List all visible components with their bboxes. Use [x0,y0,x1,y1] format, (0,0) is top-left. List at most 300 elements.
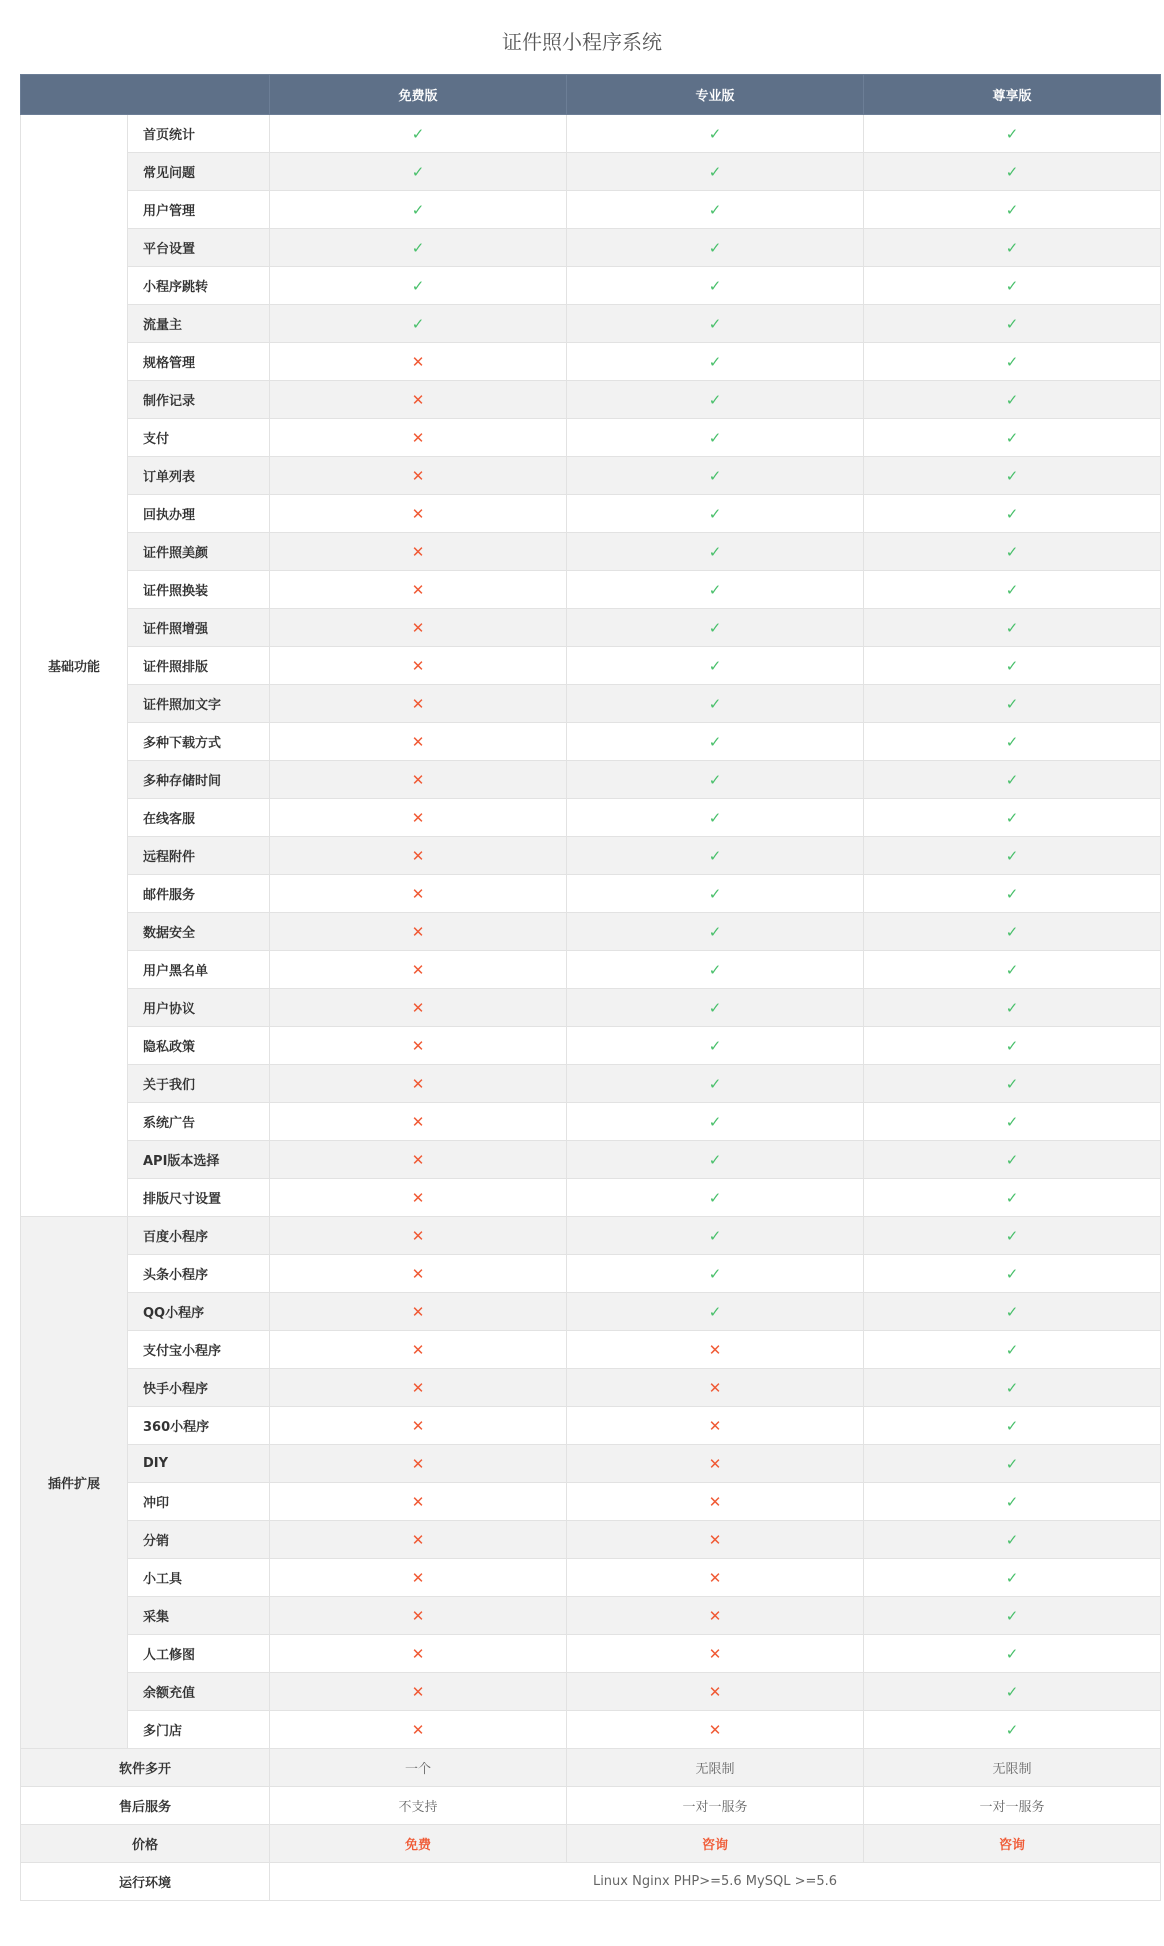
table-row [21,761,1161,799]
feature-name: 用户管理 [128,191,270,229]
check-icon: ✓ [411,162,425,181]
feature-cell [864,875,1161,913]
feature-cell [567,419,864,457]
feature-cell [270,1445,567,1483]
feature-cell [864,1293,1161,1331]
check-icon: ✓ [1005,694,1019,713]
feature-name: 支付 [128,419,270,457]
table-row [21,1027,1161,1065]
feature-cell [864,1445,1161,1483]
feature-cell [864,799,1161,837]
feature-cell [270,609,567,647]
table-row [21,1141,1161,1179]
feature-cell [864,1407,1161,1445]
feature-cell [270,1635,567,1673]
after-sales-free: 不支持 [270,1787,567,1825]
table-row [21,913,1161,951]
feature-cell [270,989,567,1027]
multi-open-pro: 无限制 [567,1749,864,1787]
check-icon: ✓ [708,1226,722,1245]
check-icon: ✓ [411,200,425,219]
price-pro: 咨询 [567,1825,864,1863]
check-icon: ✓ [1005,542,1019,561]
check-icon: ✓ [1005,276,1019,295]
feature-cell [270,343,567,381]
check-icon: ✓ [1005,1036,1019,1055]
feature-cell [567,1407,864,1445]
feature-cell [864,381,1161,419]
feature-name: 多门店 [128,1711,270,1749]
check-icon: ✓ [708,1112,722,1131]
cross-icon: ✕ [411,960,425,979]
check-icon: ✓ [708,656,722,675]
table-row [21,1217,1161,1255]
check-icon: ✓ [708,124,722,143]
feature-cell [270,1141,567,1179]
cross-icon: ✕ [708,1530,722,1549]
feature-cell [864,1179,1161,1217]
feature-cell [270,381,567,419]
feature-cell [567,1065,864,1103]
cross-icon: ✕ [708,1682,722,1701]
feature-cell [864,457,1161,495]
table-row [21,229,1161,267]
check-icon: ✓ [411,314,425,333]
check-icon: ✓ [1005,884,1019,903]
feature-cell [864,1027,1161,1065]
table-row [21,267,1161,305]
check-icon: ✓ [708,1188,722,1207]
cross-icon: ✕ [411,884,425,903]
check-icon: ✓ [1005,1340,1019,1359]
feature-comparison-table [20,74,1161,1901]
check-icon: ✓ [708,1150,722,1169]
feature-cell [567,1369,864,1407]
feature-name: 证件照加文字 [128,685,270,723]
feature-cell [864,571,1161,609]
feature-cell [270,1597,567,1635]
feature-cell [270,1559,567,1597]
after-sales-label: 售后服务 [21,1787,270,1825]
check-icon: ✓ [1005,200,1019,219]
feature-cell [864,1673,1161,1711]
feature-cell [864,153,1161,191]
feature-cell [567,1445,864,1483]
feature-name: 规格管理 [128,343,270,381]
feature-cell [864,1711,1161,1749]
cross-icon: ✕ [411,1340,425,1359]
feature-cell [864,1331,1161,1369]
check-icon: ✓ [708,770,722,789]
check-icon: ✓ [1005,1074,1019,1093]
cross-icon: ✕ [411,1264,425,1283]
feature-cell [270,685,567,723]
check-icon: ✓ [708,1264,722,1283]
check-icon: ✓ [1005,504,1019,523]
feature-cell [270,647,567,685]
table-row [21,951,1161,989]
group-label: 基础功能 [21,115,128,1217]
check-icon: ✓ [708,162,722,181]
table-row [21,1445,1161,1483]
check-icon: ✓ [708,998,722,1017]
feature-name: 系统广告 [128,1103,270,1141]
feature-cell [864,761,1161,799]
feature-cell [567,875,864,913]
feature-cell [864,1065,1161,1103]
feature-cell [864,495,1161,533]
check-icon: ✓ [708,352,722,371]
feature-cell [567,1635,864,1673]
table-row [21,723,1161,761]
cross-icon: ✕ [411,1682,425,1701]
check-icon: ✓ [708,960,722,979]
feature-cell [567,1483,864,1521]
cross-icon: ✕ [411,846,425,865]
cross-icon: ✕ [411,770,425,789]
feature-cell [864,1255,1161,1293]
check-icon: ✓ [708,884,722,903]
feature-cell [864,1103,1161,1141]
header-corner [21,75,270,115]
feature-name: 关于我们 [128,1065,270,1103]
table-row [21,1749,1161,1787]
feature-name: 冲印 [128,1483,270,1521]
feature-cell [270,495,567,533]
feature-cell [567,647,864,685]
feature-name: 头条小程序 [128,1255,270,1293]
feature-cell [864,647,1161,685]
feature-cell [270,1293,567,1331]
feature-cell [270,1673,567,1711]
table-row [21,1179,1161,1217]
feature-cell [567,799,864,837]
check-icon: ✓ [1005,314,1019,333]
cross-icon: ✕ [708,1416,722,1435]
feature-cell [864,609,1161,647]
check-icon: ✓ [708,200,722,219]
feature-name: 证件照美颜 [128,533,270,571]
cross-icon: ✕ [411,352,425,371]
table-row [21,875,1161,913]
table-row [21,1521,1161,1559]
table-row [21,343,1161,381]
cross-icon: ✕ [411,466,425,485]
environment-value: Linux Nginx PHP>=5.6 MySQL >=5.6 [270,1863,1161,1901]
feature-cell [270,723,567,761]
feature-name: 证件照换装 [128,571,270,609]
feature-cell [567,305,864,343]
feature-cell [270,1103,567,1141]
cross-icon: ✕ [411,1720,425,1739]
feature-cell [864,1217,1161,1255]
feature-cell [864,837,1161,875]
check-icon: ✓ [1005,352,1019,371]
feature-cell [567,115,864,153]
check-icon: ✓ [708,504,722,523]
table-row [21,1673,1161,1711]
table-row [21,1825,1161,1863]
table-row [21,1483,1161,1521]
feature-cell [864,1369,1161,1407]
feature-cell [567,1141,864,1179]
cross-icon: ✕ [411,1036,425,1055]
cross-icon: ✕ [411,618,425,637]
feature-name: 排版尺寸设置 [128,1179,270,1217]
feature-name: 采集 [128,1597,270,1635]
check-icon: ✓ [708,732,722,751]
feature-cell [270,305,567,343]
cross-icon: ✕ [708,1606,722,1625]
check-icon: ✓ [1005,1454,1019,1473]
table-row [21,1863,1161,1901]
feature-cell [864,1559,1161,1597]
feature-cell [270,229,567,267]
cross-icon: ✕ [708,1720,722,1739]
check-icon: ✓ [708,428,722,447]
feature-name: 首页统计 [128,115,270,153]
cross-icon: ✕ [411,1644,425,1663]
feature-cell [567,1521,864,1559]
feature-cell [567,229,864,267]
feature-cell [270,875,567,913]
feature-name: 证件照增强 [128,609,270,647]
feature-name: 分销 [128,1521,270,1559]
feature-cell [567,1179,864,1217]
check-icon: ✓ [708,542,722,561]
cross-icon: ✕ [411,1454,425,1473]
table-row [21,1369,1161,1407]
table-row [21,1331,1161,1369]
feature-name: 隐私政策 [128,1027,270,1065]
feature-name: 远程附件 [128,837,270,875]
table-row [21,989,1161,1027]
feature-cell [864,267,1161,305]
feature-cell [270,191,567,229]
feature-cell [270,1255,567,1293]
table-row [21,571,1161,609]
price-label: 价格 [21,1825,270,1863]
feature-cell [864,1483,1161,1521]
check-icon: ✓ [1005,618,1019,637]
check-icon: ✓ [708,1302,722,1321]
cross-icon: ✕ [708,1644,722,1663]
feature-cell [567,1331,864,1369]
table-row [21,191,1161,229]
after-sales-premium: 一对一服务 [864,1787,1161,1825]
feature-cell [864,1597,1161,1635]
feature-cell [567,153,864,191]
feature-cell [567,571,864,609]
feature-cell [864,723,1161,761]
feature-name: 在线客服 [128,799,270,837]
feature-cell [567,1255,864,1293]
feature-cell [567,1217,864,1255]
feature-cell [567,989,864,1027]
check-icon: ✓ [1005,656,1019,675]
multi-open-free: 一个 [270,1749,567,1787]
check-icon: ✓ [1005,998,1019,1017]
multi-open-premium: 无限制 [864,1749,1161,1787]
check-icon: ✓ [1005,1150,1019,1169]
feature-cell [270,115,567,153]
cross-icon: ✕ [411,1302,425,1321]
header-free-edition: 免费版 [270,75,567,115]
feature-cell [270,267,567,305]
feature-cell [270,1521,567,1559]
check-icon: ✓ [1005,1112,1019,1131]
check-icon: ✓ [708,922,722,941]
feature-cell [270,533,567,571]
check-icon: ✓ [708,580,722,599]
feature-cell [270,1331,567,1369]
environment-label: 运行环境 [21,1863,270,1901]
feature-name: 小程序跳转 [128,267,270,305]
feature-name: API版本选择 [128,1141,270,1179]
table-header-row [21,75,1161,115]
feature-cell [567,457,864,495]
feature-cell [567,723,864,761]
feature-name: 用户协议 [128,989,270,1027]
table-row [21,1255,1161,1293]
feature-name: 人工修图 [128,1635,270,1673]
cross-icon: ✕ [411,542,425,561]
table-row [21,305,1161,343]
table-row [21,1787,1161,1825]
check-icon: ✓ [1005,732,1019,751]
feature-cell [864,913,1161,951]
feature-cell [864,343,1161,381]
feature-cell [270,837,567,875]
feature-cell [864,1635,1161,1673]
feature-name: 常见问题 [128,153,270,191]
check-icon: ✓ [411,238,425,257]
cross-icon: ✕ [411,1416,425,1435]
feature-cell [567,951,864,989]
check-icon: ✓ [1005,124,1019,143]
cross-icon: ✕ [708,1454,722,1473]
feature-cell [270,799,567,837]
check-icon: ✓ [1005,162,1019,181]
feature-cell [270,1179,567,1217]
table-row [21,799,1161,837]
feature-cell [567,609,864,647]
check-icon: ✓ [1005,770,1019,789]
feature-name: 订单列表 [128,457,270,495]
feature-cell [567,381,864,419]
cross-icon: ✕ [708,1492,722,1511]
feature-cell [567,495,864,533]
cross-icon: ✕ [411,580,425,599]
check-icon: ✓ [1005,922,1019,941]
table-row [21,1293,1161,1331]
check-icon: ✓ [411,276,425,295]
table-row [21,533,1161,571]
cross-icon: ✕ [411,922,425,941]
check-icon: ✓ [708,846,722,865]
feature-cell [567,837,864,875]
feature-cell [567,191,864,229]
check-icon: ✓ [1005,1302,1019,1321]
feature-name: 证件照排版 [128,647,270,685]
feature-name: 快手小程序 [128,1369,270,1407]
cross-icon: ✕ [708,1378,722,1397]
cross-icon: ✕ [411,998,425,1017]
feature-cell [270,1483,567,1521]
cross-icon: ✕ [411,1150,425,1169]
feature-name: 支付宝小程序 [128,1331,270,1369]
check-icon: ✓ [708,314,722,333]
feature-cell [864,989,1161,1027]
check-icon: ✓ [708,238,722,257]
table-row [21,1711,1161,1749]
feature-cell [567,1711,864,1749]
group-label: 插件扩展 [21,1217,128,1749]
check-icon: ✓ [708,390,722,409]
check-icon: ✓ [1005,1264,1019,1283]
feature-name: 360小程序 [128,1407,270,1445]
feature-cell [567,913,864,951]
feature-cell [567,1597,864,1635]
cross-icon: ✕ [708,1340,722,1359]
table-row [21,419,1161,457]
check-icon: ✓ [1005,1188,1019,1207]
check-icon: ✓ [1005,238,1019,257]
table-row [21,115,1161,153]
cross-icon: ✕ [411,1530,425,1549]
header-pro-edition: 专业版 [567,75,864,115]
cross-icon: ✕ [411,808,425,827]
feature-name: 余额充值 [128,1673,270,1711]
feature-cell [270,153,567,191]
check-icon: ✓ [708,466,722,485]
table-row [21,609,1161,647]
feature-cell [864,533,1161,571]
check-icon: ✓ [411,124,425,143]
table-row [21,1065,1161,1103]
cross-icon: ✕ [411,1606,425,1625]
table-row [21,1597,1161,1635]
feature-cell [270,1065,567,1103]
feature-name: 小工具 [128,1559,270,1597]
check-icon: ✓ [1005,1644,1019,1663]
feature-cell [567,343,864,381]
check-icon: ✓ [708,618,722,637]
feature-name: 流量主 [128,305,270,343]
cross-icon: ✕ [411,1568,425,1587]
table-row [21,1407,1161,1445]
table-row [21,1635,1161,1673]
price-premium: 咨询 [864,1825,1161,1863]
check-icon: ✓ [708,276,722,295]
feature-name: 邮件服务 [128,875,270,913]
feature-cell [270,1369,567,1407]
feature-cell [864,191,1161,229]
feature-cell [270,1027,567,1065]
table-row [21,647,1161,685]
cross-icon: ✕ [411,1492,425,1511]
feature-name: 多种下载方式 [128,723,270,761]
feature-body [21,115,1161,1749]
after-sales-pro: 一对一服务 [567,1787,864,1825]
header-premium-edition: 尊享版 [864,75,1161,115]
feature-cell [270,1711,567,1749]
check-icon: ✓ [1005,960,1019,979]
summary-body [21,1749,1161,1901]
check-icon: ✓ [708,1074,722,1093]
cross-icon: ✕ [411,694,425,713]
feature-name: 百度小程序 [128,1217,270,1255]
